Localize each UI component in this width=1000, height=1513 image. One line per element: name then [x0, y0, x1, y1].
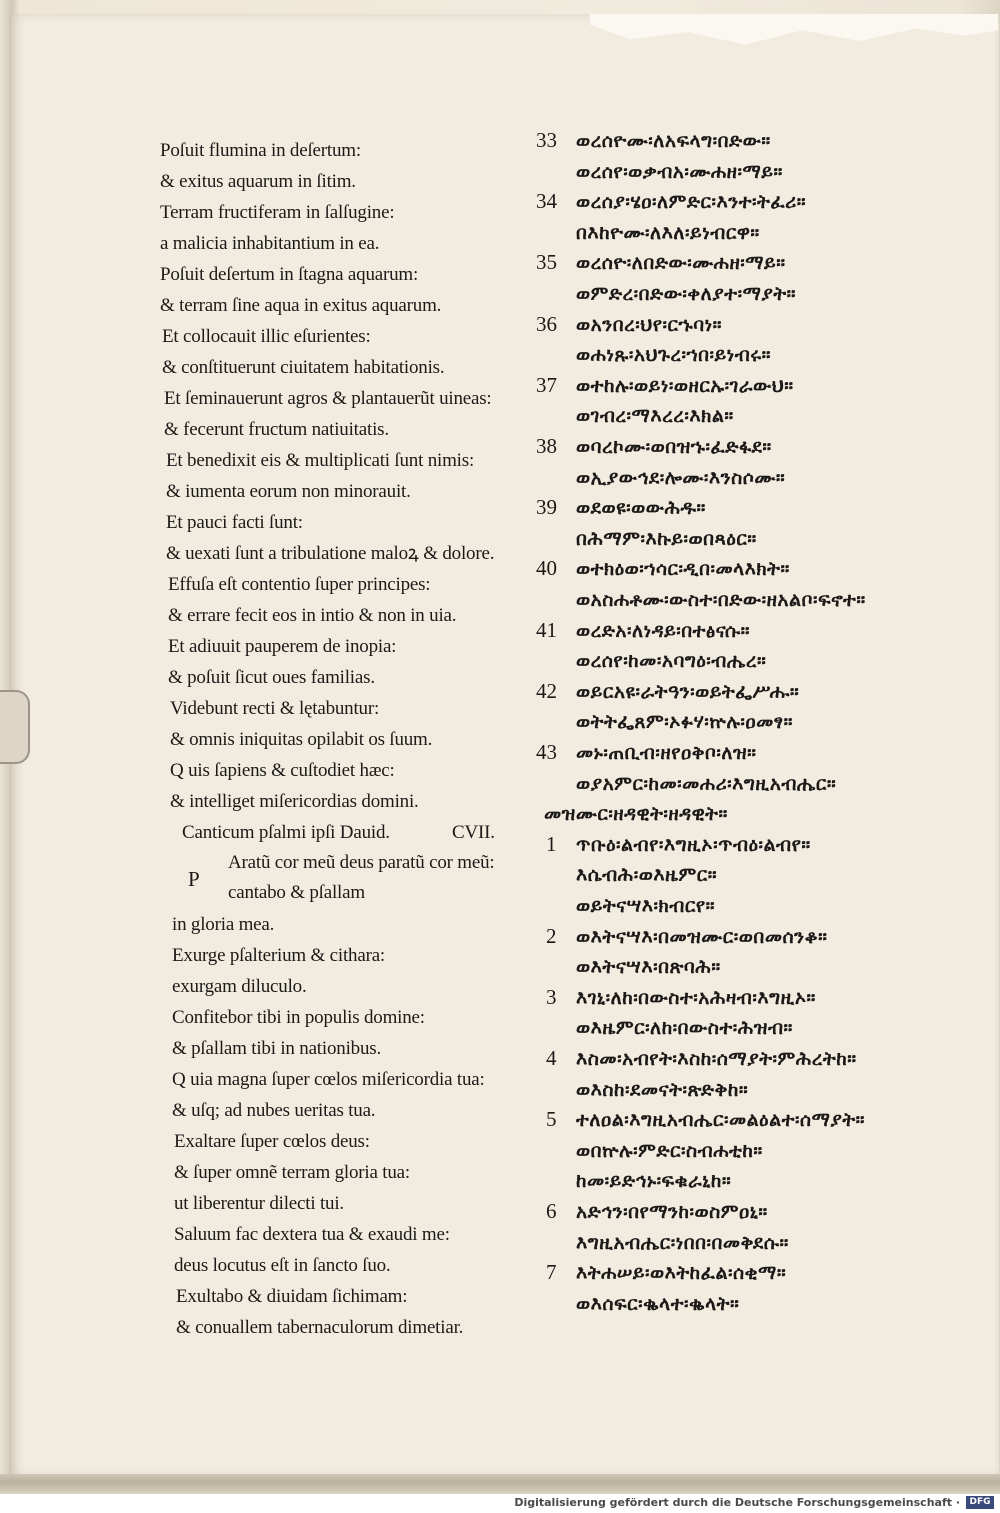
latin-line: Exaltare ſuper cœlos deus:: [174, 1131, 370, 1152]
latin-line: & uexati ſunt a tribulatione maloꝝ & dolore.: [166, 543, 495, 564]
psalm-heading: Canticum pſalmi ipſi Dauid.: [182, 822, 390, 843]
latin-line: Saluum fac dextera tua & exaudi me:: [174, 1224, 450, 1245]
ethiopic-line: ወኢያውኅደ፡ሎሙ፡እንስሶሙ።: [576, 467, 786, 489]
ethiopic-line: ወአንበረ፡ህየ፡ርኁባነ።: [576, 314, 723, 336]
latin-line: Q uia magna ſuper cœlos miſericordia tua:: [172, 1069, 485, 1090]
latin-line: & conſtituerunt ciuitatem habitationis.: [162, 357, 445, 378]
latin-line: & pſallam tibi in nationibus.: [172, 1038, 381, 1059]
page-stack-edge: [0, 1474, 1000, 1494]
verse-number: 5: [546, 1107, 557, 1131]
dfg-logo: DFG: [966, 1496, 994, 1509]
verse-line: cantabo & pſallam: [228, 882, 365, 903]
ethiopic-line: ወይርአዩ፡ራትዓን፡ወይትፌሥሑ።: [576, 681, 800, 703]
latin-line: & omnis iniquitas opilabit os ſuum.: [170, 729, 433, 750]
verse-number: 41: [536, 618, 557, 642]
ethiopic-line: ወረድአ፡ለነዳይ፡በተፅናሱ።: [576, 620, 751, 642]
verse-number: 6: [546, 1199, 557, 1223]
latin-line: & iumenta eorum non minorauit.: [166, 481, 411, 502]
latin-line: exurgam diluculo.: [172, 976, 307, 997]
latin-line: Q uis ſapiens & cuſtodiet hæc:: [170, 760, 395, 781]
verse-number: 3: [546, 985, 557, 1009]
verse-number: 40: [536, 556, 557, 580]
latin-line: a malicia inhabitantium in ea.: [160, 233, 380, 254]
ethiopic-line: ወበኵሉ፡ምድር፡ስብሐቲከ።: [576, 1140, 763, 1162]
ethiopic-line: ወትትፌጸም፡ኦፉሃ፡ኵሉ፡ዐመፃ።: [576, 711, 793, 733]
verse-line: Aratũ cor meũ deus paratũ cor meũ:: [228, 852, 495, 873]
latin-line: & intelliget miſericordias domini.: [170, 791, 419, 812]
ethiopic-line: እግዚአብሔር፡ነበበ፡በመቅደሱ።: [576, 1232, 789, 1254]
ethiopic-line: በእከዮሙ፡ለእለ፡ይነብርዋ።: [576, 222, 760, 244]
latin-line: Exurge pſalterium & cithara:: [172, 945, 386, 966]
ethiopic-line: ወአስሐቶሙ፡ውስተ፡በድው፡ዘአልቦ፡ፍኖተ።: [576, 589, 866, 611]
ethiopic-line: ወያአምር፡ከመ፡መሐሪ፡እግዚአብሔር።: [576, 773, 837, 795]
latin-line: Poſuit deſertum in ſtagna aquarum:: [160, 264, 419, 285]
latin-line: Poſuit flumina in deſertum:: [160, 140, 361, 161]
verse-number: 7: [546, 1260, 557, 1284]
latin-line: in gloria mea.: [172, 914, 275, 935]
latin-line: & exitus aquarum in ſitim.: [160, 171, 356, 192]
ethiopic-line: ወእትናሣእ፡በመዝሙር፡ወበመሰንቆ።: [576, 926, 828, 948]
ethiopic-line: እትሐሠይ፡ወእትከፈል፡ሰቂማ።: [576, 1262, 787, 1284]
ethiopic-line: ወረሰዮ፡ለበድው፡ሙሐዘ፡ማይ።: [576, 252, 786, 274]
latin-line: & fecerunt fructum natiuitatis.: [164, 419, 389, 440]
latin-line: Exultabo & diuidam ſichimam:: [176, 1286, 408, 1307]
verse-number: 34: [536, 189, 557, 213]
latin-line: Et collocauit illic eſurientes:: [162, 326, 371, 347]
ethiopic-line: አድኅን፡በየማንከ፡ወስምዐኒ።: [576, 1201, 768, 1223]
ethiopic-line: በሕማም፡እኩይ፡ወበጻዕር።: [576, 528, 757, 550]
ethiopic-line: ከመ፡ይድኅኑ፡ፍቁራኒከ።: [576, 1170, 732, 1192]
ethiopic-line: ወገብረ፡ማእረረ፡እክል።: [576, 405, 734, 427]
latin-line: & terram ſine aqua in exitus aquarum.: [160, 295, 442, 316]
verse-number: 38: [536, 434, 557, 458]
ethiopic-line: ወእዜምር፡ለከ፡በውስተ፡ሕዝብ።: [576, 1017, 793, 1039]
latin-line: Et ſeminauerunt agros & plantauerũt uineas:: [164, 388, 492, 409]
footer-credit: Digitalisierung gefördert durch die Deutsche Forschungsgemeinschaft ·: [514, 1496, 960, 1509]
psalm-number: CVII.: [452, 822, 495, 843]
verse-number: 33: [536, 128, 557, 152]
latin-line: Et pauci facti ſunt:: [166, 512, 303, 533]
ethiopic-line: ወእትናሣእ፡በጽባሕ።: [576, 956, 721, 978]
ethiopic-line: መዝሙር፡ዘዳዊት፡ዘዳዊት።: [544, 803, 728, 825]
ethiopic-line: ወተከሉ፡ወይነ፡ወዘርኡ፡ገራውህ።: [576, 375, 794, 397]
latin-line: Effuſa eſt contentio ſuper principes:: [168, 574, 431, 595]
ethiopic-line: ወምድረ፡በድው፡ቀለያተ፡ማያት።: [576, 283, 797, 305]
footer-bar: [0, 1494, 1000, 1513]
latin-line: & poſuit ſicut oues familias.: [168, 667, 375, 688]
latin-line: Et benedixit eis & multiplicati ſunt nimis:: [166, 450, 475, 471]
ethiopic-line: ወረሰያ፡ሄዐ፡ለምድር፡እንተ፡ትፈሪ።: [576, 191, 807, 213]
ethiopic-line: ወእስከ፡ደመናት፡ጽድቅከ።: [576, 1079, 749, 1101]
ethiopic-line: ጥቡዕ፡ልብየ፡እግዚኦ፡ጥብዕ፡ልብየ።: [576, 834, 811, 856]
book-clip: [0, 690, 30, 764]
latin-line: & errare fecit eos in intio & non in uia.: [168, 605, 457, 626]
ethiopic-line: ወረሰዮሙ፡ለአፍላግ፡በድው።: [576, 130, 771, 152]
latin-line: Terram fructiferam in ſalſugine:: [160, 202, 395, 223]
ethiopic-line: ወይትናሣእ፡ክብርየ።: [576, 895, 716, 917]
ethiopic-line: ወደወዩ፡ወውሕዱ።: [576, 497, 706, 519]
latin-line: & conuallem tabernaculorum dimetiar.: [176, 1317, 464, 1338]
ethiopic-line: ተለዐል፡እግዚአብሔር፡መልዕልተ፡ሰማያት።: [576, 1109, 866, 1131]
verse-number: 43: [536, 740, 557, 764]
latin-line: ut liberentur dilecti tui.: [174, 1193, 344, 1214]
verse-number: 35: [536, 250, 557, 274]
verse-number: 1: [546, 832, 557, 856]
ethiopic-line: ወእሰፍር፡ቈላተ፡ቈላት።: [576, 1293, 740, 1315]
latin-line: & uſq; ad nubes ueritas tua.: [172, 1100, 376, 1121]
latin-line: Videbunt recti & lętabuntur:: [170, 698, 380, 719]
ethiopic-line: ወተክዕወ፡ኀሳር፡ዲበ፡መላእክት።: [576, 558, 790, 580]
verse-number: 39: [536, 495, 557, 519]
ethiopic-line: እገኒ፡ለከ፡በውስተ፡አሕዛብ፡እግዚኦ።: [576, 987, 816, 1009]
drop-initial: P: [188, 867, 200, 891]
verse-number: 2: [546, 924, 557, 948]
latin-line: Confitebor tibi in populis domine:: [172, 1007, 425, 1028]
verse-number: 4: [546, 1046, 557, 1070]
verse-number: 42: [536, 679, 557, 703]
ethiopic-line: ወባረኮሙ፡ወበዝኁ፡ፈድፋደ።: [576, 436, 772, 458]
ethiopic-line: ወረሰየ፡ከመ፡አባግዕ፡ብሔረ።: [576, 650, 767, 672]
ethiopic-line: ወረሰየ፡ወቃብአ፡ሙሐዘ፡ማይ።: [576, 161, 783, 183]
ethiopic-line: እስመ፡አብየት፡እስከ፡ሰማያት፡ምሕረትከ።: [576, 1048, 857, 1070]
ethiopic-line: መኑ፡ጠቢብ፡ዘየዐቅቦ፡ለዝ።: [576, 742, 757, 764]
ethiopic-line: እሴብሕ፡ወእዜምር።: [576, 864, 718, 886]
verse-number: 37: [536, 373, 557, 397]
book-page: [10, 14, 999, 1480]
latin-line: deus locutus eſt in ſancto ſuo.: [174, 1255, 391, 1276]
latin-line: Et adiuuit pauperem de inopia:: [168, 636, 397, 657]
ethiopic-line: ወሐነጹ፡አህጉረ፡ኀበ፡ይነብሩ።: [576, 344, 772, 366]
verse-number: 36: [536, 312, 557, 336]
latin-line: & ſuper omnẽ terram gloria tua:: [174, 1162, 410, 1183]
